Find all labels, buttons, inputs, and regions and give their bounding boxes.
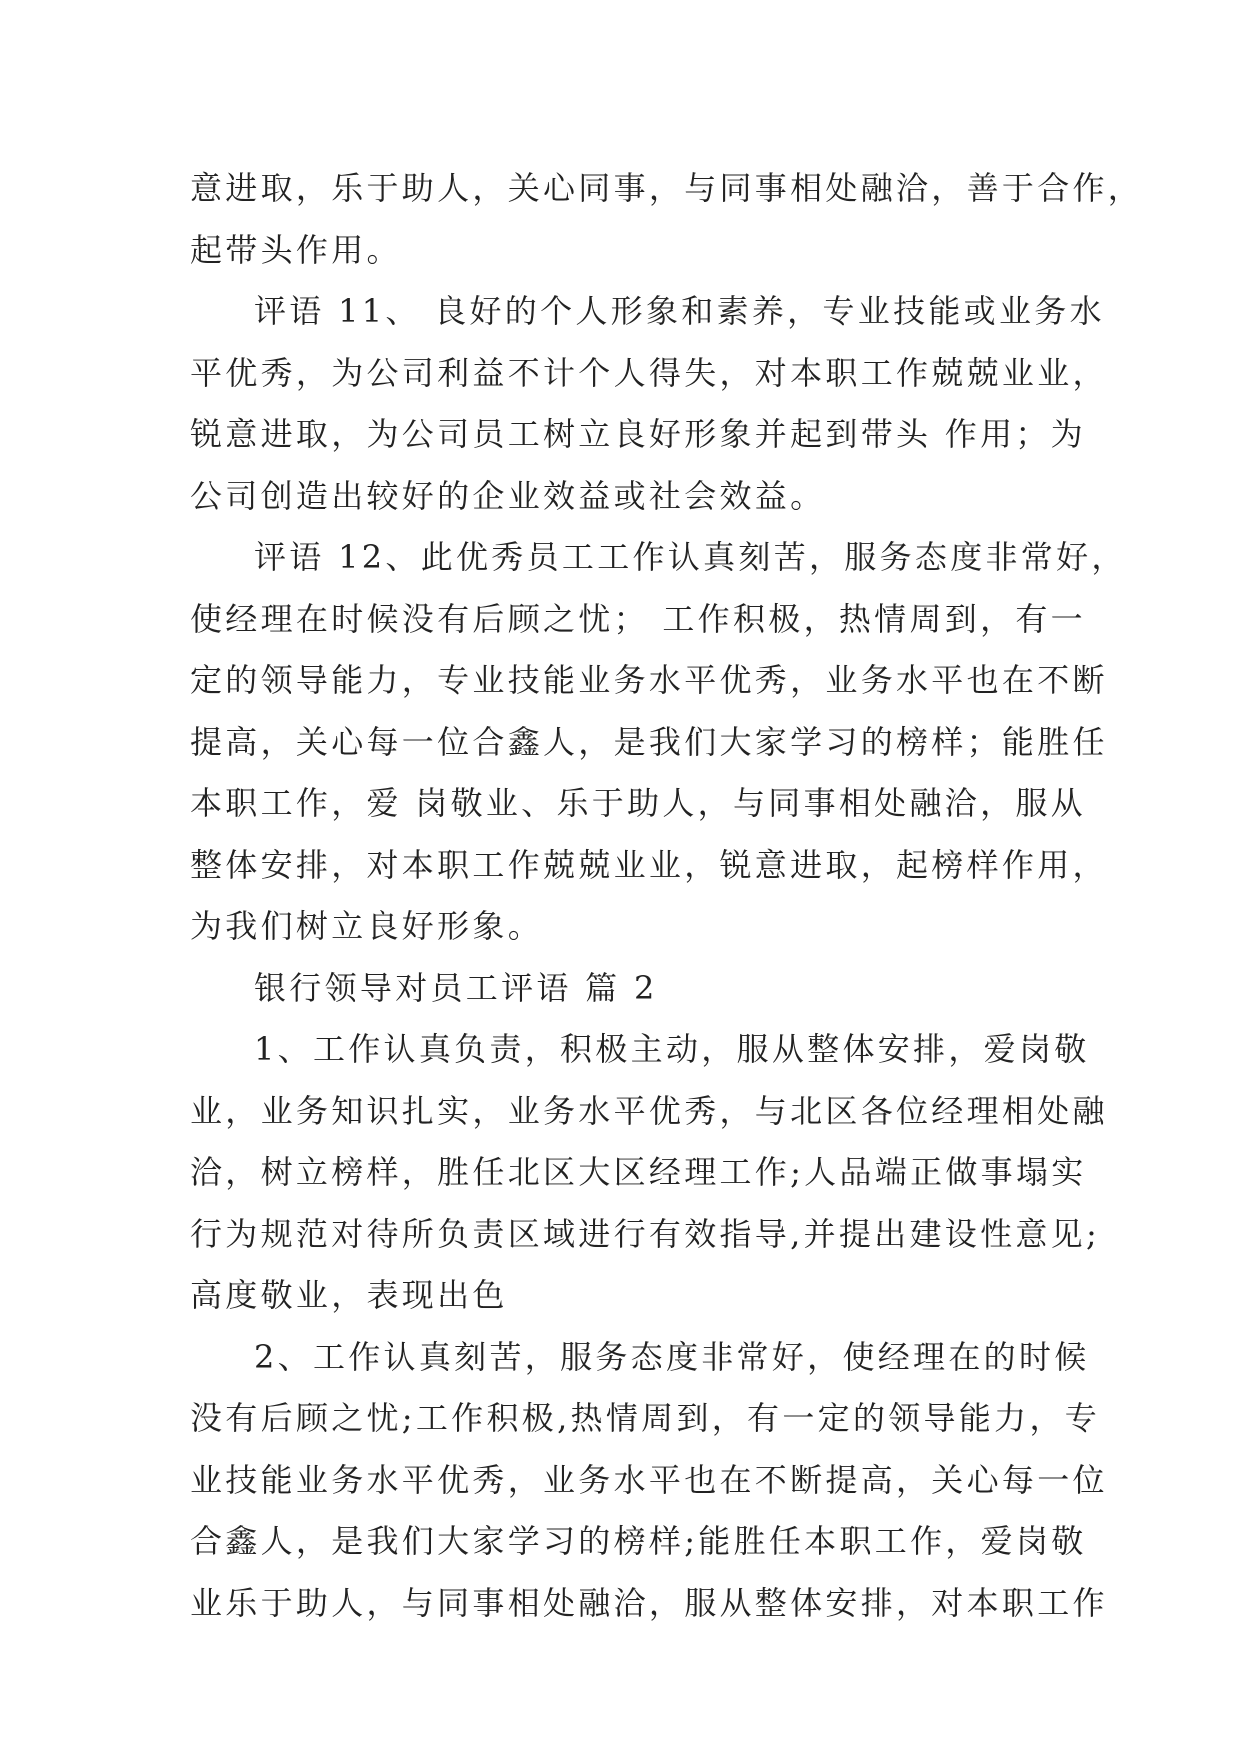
paragraph-continuation	[190, 158, 1144, 281]
paragraph-item-2	[190, 1327, 1108, 1635]
text-line: 为我们树立良好形象。	[190, 907, 544, 945]
paragraph-comment-12	[190, 527, 1127, 958]
text-line: 业技能业务水平优秀，业务水平也在不断提高，关心每一位	[190, 1460, 1108, 1499]
text-line: 没有后顾之忧;工作积极,热情周到，有一定的领导能力，专	[190, 1399, 1101, 1437]
text-line: 行为规范对待所负责区域进行有效指导,并提出建设性意见;	[190, 1214, 1101, 1253]
text-line: 合鑫人，是我们大家学习的榜样;能胜任本职工作，爱岗敬	[190, 1522, 1087, 1560]
paragraph-item-1	[190, 1019, 1108, 1327]
text-line: 业乐于助人，与同事相处融洽，服从整体安排，对本职工作	[190, 1583, 1108, 1622]
text-line: 1、工作认真负责，积极主动，服从整体安排，爱岗敬	[254, 1030, 1090, 1068]
text-line: 高度敬业，表现出色	[190, 1276, 508, 1314]
text-line: 意进取，乐于助人，关心同事，与同事相处融洽，善于合作，	[190, 169, 1144, 207]
text-line: 评语 12、此优秀员工工作认真刻苦，服务态度非常好，	[254, 538, 1127, 576]
text-line: 定的领导能力，专业技能业务水平优秀，业务水平也在不断	[190, 661, 1108, 699]
text-line: 平优秀，为公司利益不计个人得失，对本职工作兢兢业业，	[190, 353, 1108, 392]
text-line: 整体安排，对本职工作兢兢业业，锐意进取，起榜样作用，	[190, 845, 1108, 884]
text-line: 提高，关心每一位合鑫人，是我们大家学习的榜样；能胜任	[190, 722, 1108, 761]
text-line: 业，业务知识扎实，业务水平优秀，与北区各位经理相处融	[190, 1091, 1108, 1130]
text-line: 锐意进取，为公司员工树立良好形象并起到带头 作用；为	[190, 415, 1086, 453]
section-heading	[190, 958, 1050, 1020]
document-body	[190, 158, 1144, 1634]
text-line: 公司创造出较好的企业效益或社会效益。	[190, 476, 826, 515]
text-line: 2、工作认真刻苦，服务态度非常好，使经理在的时候	[254, 1337, 1090, 1376]
text-line: 评语 11、 良好的个人形象和素养，专业技能或业务水	[254, 292, 1105, 330]
text-line: 洽，树立榜样，胜任北区大区经理工作;人品端正做事塌实	[190, 1153, 1087, 1191]
text-line: 起带头作用。	[190, 230, 402, 269]
text-line: 本职工作，爱 岗敬业、乐于助人，与同事相处融洽，服从	[190, 784, 1086, 822]
text-line: 使经理在时候没有后顾之忧； 工作积极，热情周到，有一	[190, 599, 1086, 638]
paragraph-comment-11	[190, 281, 1108, 527]
heading-line: 银行领导对员工评语 篇 2	[254, 968, 658, 1007]
